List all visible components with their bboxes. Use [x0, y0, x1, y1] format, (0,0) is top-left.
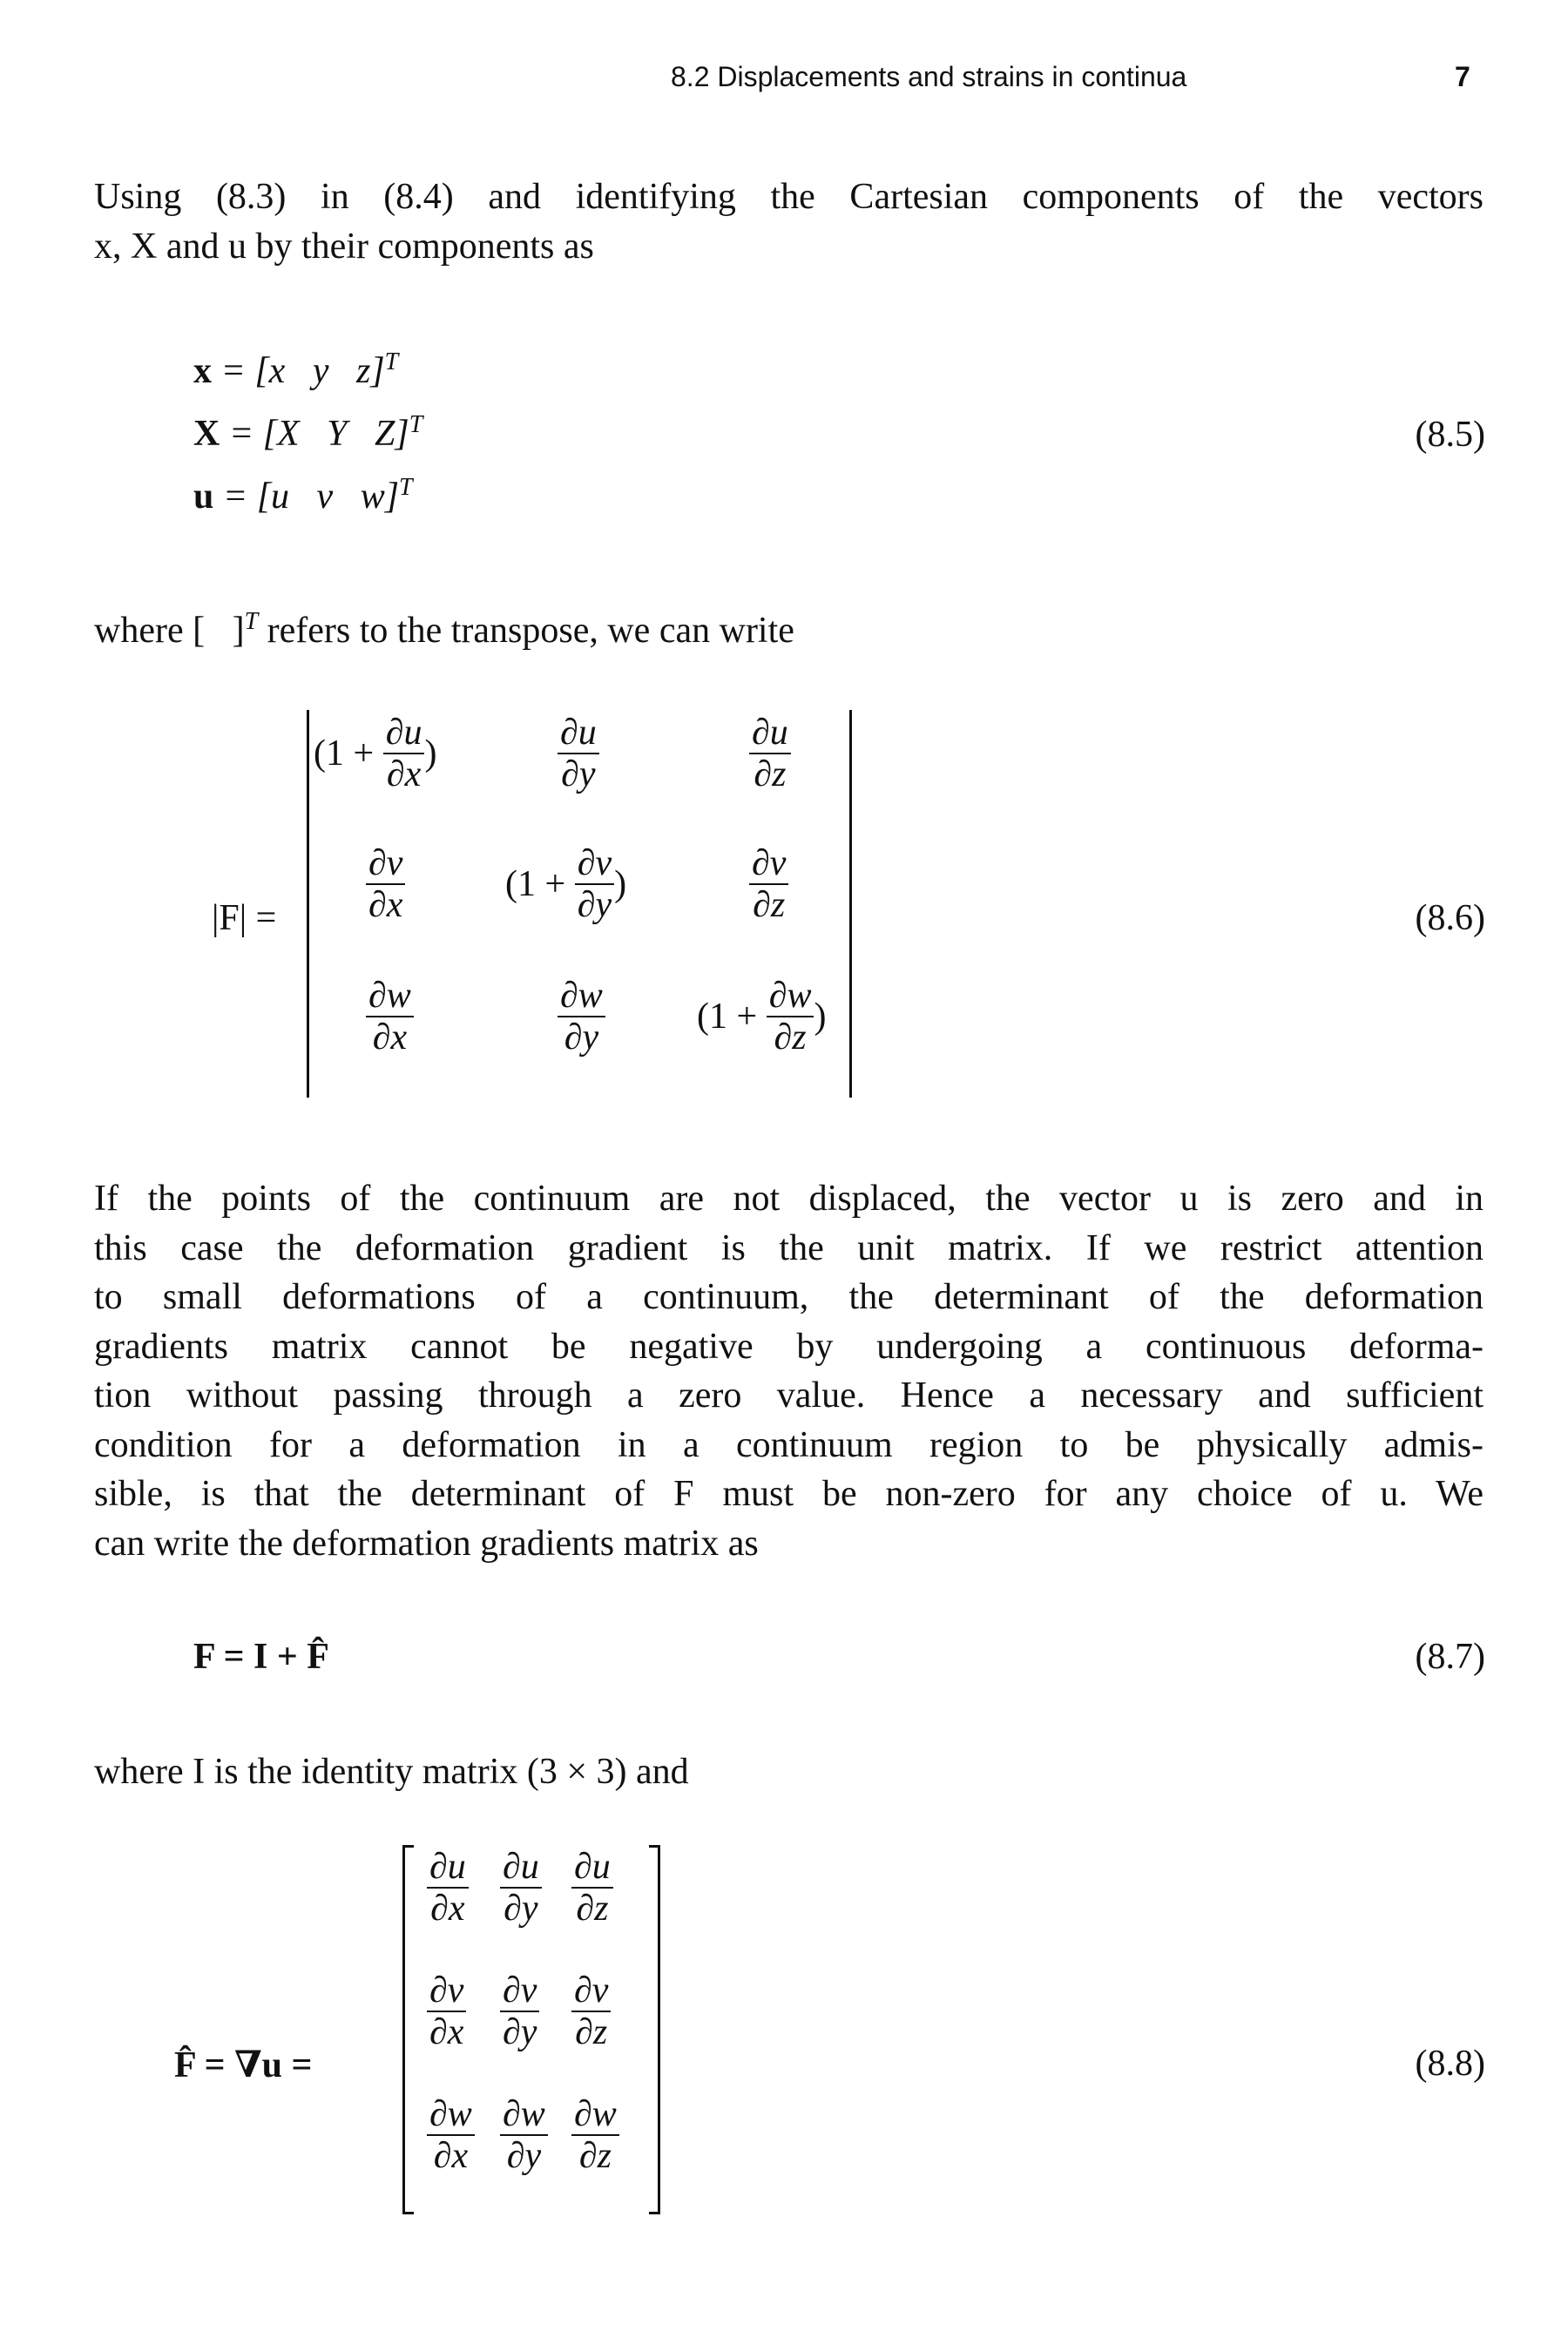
partial-derivative: $\frac{\partial v}{\partial x}$ [366, 843, 405, 925]
eq85-sup: T [384, 348, 399, 375]
det-cell [366, 976, 414, 1058]
eq86-lhs: |F| = [212, 898, 277, 938]
intro-line-1: Using (8.3) in (8.4) and identifying the Cartesian components of the vectors [94, 177, 1484, 217]
det-bar-right [849, 710, 852, 1098]
close-paren: ) [814, 997, 827, 1037]
det-cell [558, 713, 599, 794]
para-line: tion without passing through a zero value. Hence a necessary and sufficient [94, 1375, 1484, 1416]
equation-number-8-7: (8.7) [1415, 1637, 1485, 1677]
eq85-rhs: = [u v w] [222, 476, 400, 517]
det-cell [558, 976, 605, 1058]
det-cell [749, 843, 788, 925]
matrix-cell [571, 2094, 619, 2176]
para-line: sible, is that the determinant of F must be non-zero for any choice of u. We [94, 1474, 1484, 1514]
eq85-sup: T [409, 411, 423, 438]
matrix-bracket-left [402, 1845, 414, 2214]
section-title: 8.2 Displacements and strains in continua [671, 61, 1187, 92]
where-sup: T [244, 608, 259, 635]
matrix-cell [500, 1970, 539, 2052]
det-cell [366, 843, 405, 925]
det-cell [505, 843, 626, 925]
partial-derivative: $\frac{\partial w}{\partial z}$ [571, 2094, 619, 2176]
para-line: to small deformations of a continuum, the determinant of the deformation [94, 1277, 1484, 1317]
partial-derivative: $\frac{\partial u}{\partial x}$ [383, 713, 425, 794]
eq85-rhs: = [x y z] [220, 351, 385, 391]
equation-number-8-6: (8.6) [1415, 898, 1485, 938]
eq85-lhs: u [193, 476, 214, 517]
matrix-cell [427, 1847, 469, 1929]
where-text: where [ ] [94, 611, 245, 651]
body-paragraph [94, 1174, 1484, 1568]
partial-derivative: $\frac{\partial v}{\partial z}$ [749, 843, 788, 925]
det-cell [314, 713, 436, 794]
matrix-cell [500, 2094, 548, 2176]
eq85-lhs: x [193, 351, 212, 391]
eq85-row-u [193, 456, 422, 519]
det-cell [697, 976, 826, 1058]
matrix-cell [571, 1847, 613, 1929]
where-text-rest: refers to the transpose, we can write [258, 611, 794, 651]
partial-derivative: $\frac{\partial w}{\partial y}$ [558, 976, 605, 1058]
one-plus: (1 + [314, 733, 383, 774]
partial-derivative: $\frac{\partial u}{\partial z}$ [749, 713, 791, 794]
para-line: If the points of the continuum are not displaced, the vector u is zero and in [94, 1179, 1484, 1219]
equation-number-8-8: (8.8) [1415, 2044, 1485, 2084]
para-line: this case the deformation gradient is the unit matrix. If we restrict attention [94, 1227, 1484, 1268]
partial-derivative: $\frac{\partial v}{\partial y}$ [500, 1970, 539, 2052]
det-bar-left [307, 710, 309, 1098]
partial-derivative: $\frac{\partial w}{\partial z}$ [767, 976, 814, 1058]
partial-derivative: $\frac{\partial v}{\partial z}$ [571, 1970, 611, 2052]
one-plus: (1 + [697, 997, 767, 1037]
where-identity-line: where I is the identity matrix (3 × 3) and [94, 1752, 689, 1792]
para-line: gradients matrix cannot be negative by undergoing a continuous deforma- [94, 1326, 1484, 1367]
partial-derivative: $\frac{\partial v}{\partial y}$ [575, 843, 614, 925]
page-number: 7 [1455, 61, 1470, 92]
para-line: condition for a deformation in a continuum region to be physically admis- [94, 1424, 1484, 1465]
close-paren: ) [614, 864, 627, 904]
para-line: can write the deformation gradients matrix as [94, 1523, 759, 1564]
eq88-lhs: F̂ = ∇u = [174, 2045, 313, 2085]
eq85-sup: T [399, 474, 413, 501]
equation-number-8-5: (8.5) [1415, 415, 1485, 455]
partial-derivative: $\frac{\partial u}{\partial y}$ [558, 713, 599, 794]
partial-derivative: $\frac{\partial w}{\partial y}$ [500, 2094, 548, 2176]
partial-derivative: $\frac{\partial u}{\partial y}$ [500, 1847, 542, 1929]
partial-derivative: $\frac{\partial v}{\partial x}$ [427, 1970, 466, 2052]
matrix-cell [571, 1970, 611, 2052]
matrix-cell [427, 1970, 466, 2052]
eq85-row-X [193, 394, 422, 456]
equation-8-5 [193, 331, 422, 519]
partial-derivative: $\frac{\partial u}{\partial z}$ [571, 1847, 613, 1929]
eq87-expression: F = I + F̂ [193, 1637, 329, 1677]
eq85-lhs: X [193, 414, 220, 454]
eq85-row-x [193, 331, 422, 394]
where-transpose-line [94, 608, 794, 652]
partial-derivative: $\frac{\partial w}{\partial x}$ [366, 976, 414, 1058]
intro-paragraph [94, 172, 1484, 271]
matrix-bracket-right [649, 1845, 660, 2214]
eq85-rhs: = [X Y Z] [228, 414, 409, 454]
det-cell [749, 713, 791, 794]
partial-derivative: $\frac{\partial w}{\partial x}$ [427, 2094, 475, 2176]
intro-line-2: x, X and u by their components as [94, 226, 594, 267]
matrix-cell [427, 2094, 475, 2176]
matrix-cell [500, 1847, 542, 1929]
close-paren: ) [424, 733, 437, 774]
one-plus: (1 + [505, 864, 575, 904]
partial-derivative: $\frac{\partial u}{\partial x}$ [427, 1847, 469, 1929]
